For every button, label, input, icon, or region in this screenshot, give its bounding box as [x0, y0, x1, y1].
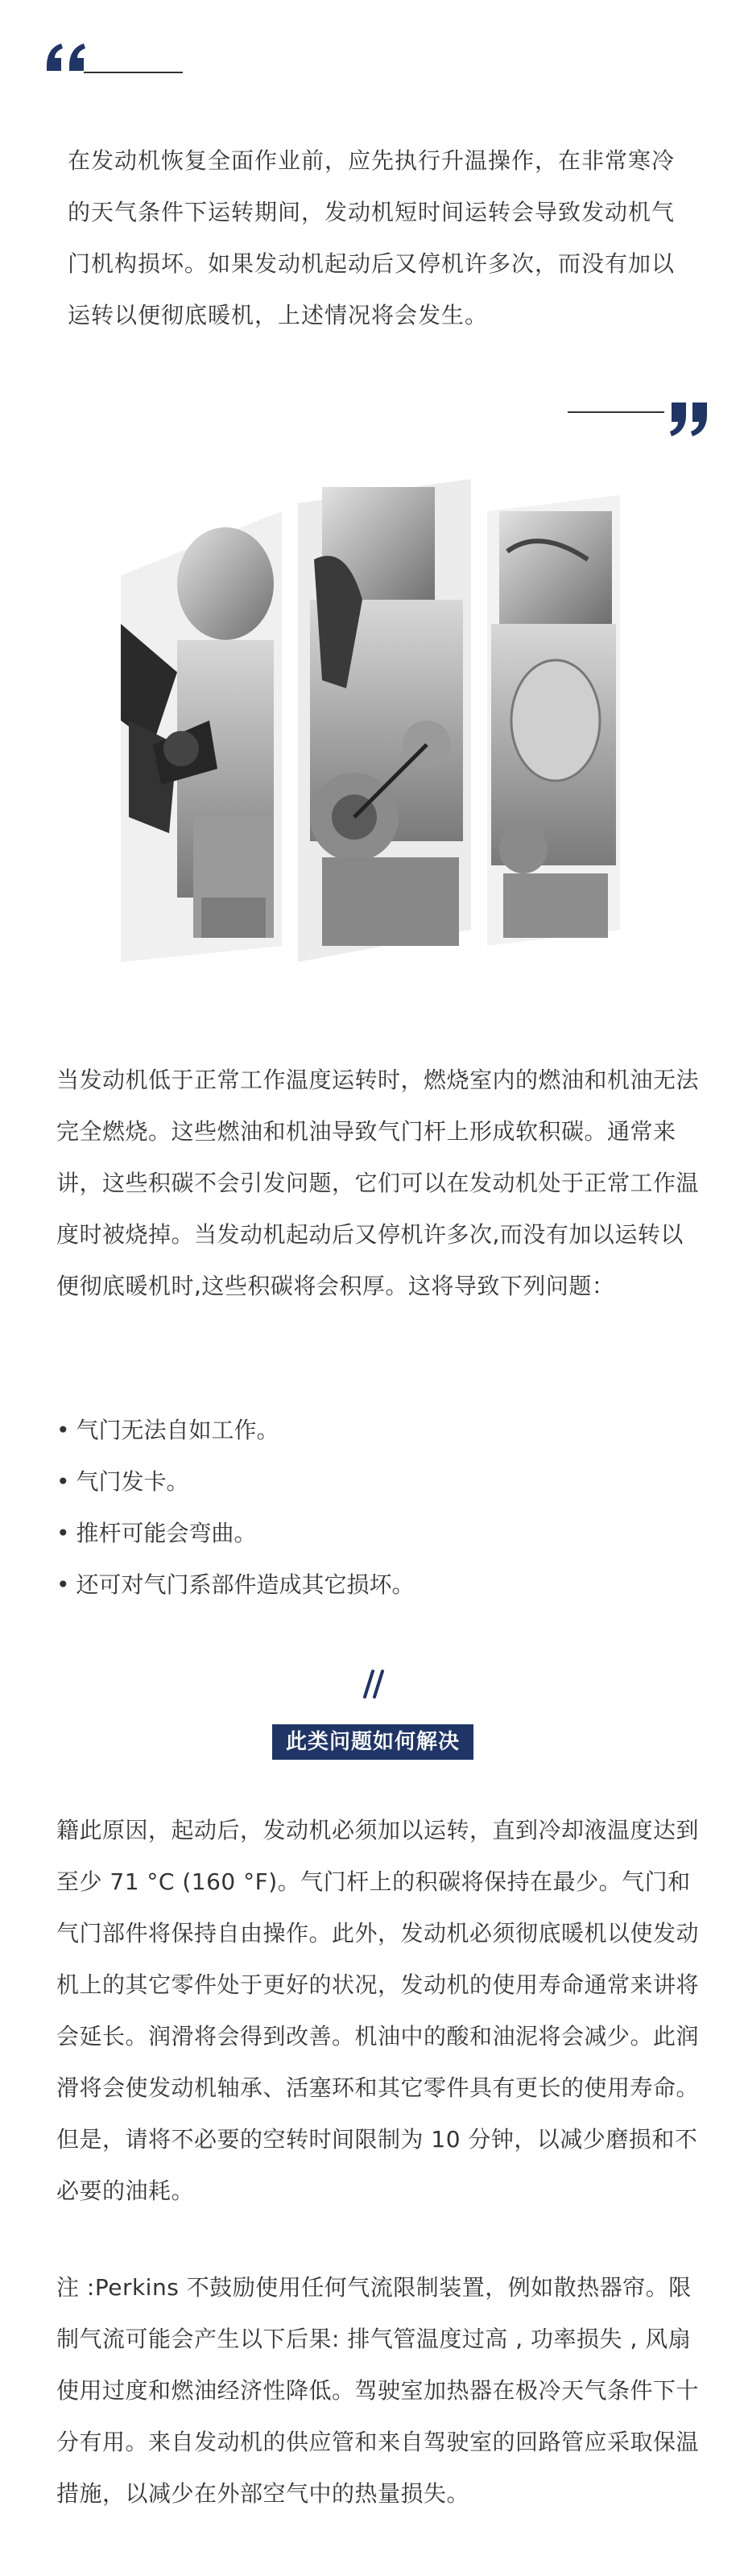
engine-panel-right — [487, 495, 620, 946]
list-item: • 推杆可能会弯曲。 — [56, 1508, 701, 1559]
quote-open-icon — [42, 35, 187, 84]
body-paragraph-2: 籍此原因，起动后，发动机必须加以运转，直到冷却液温度达到至少 71 °C (160 °F)。气门杆上的积碳将保持在最少。气门和气门部件将保持自由操作。此外，发动机必须彻底暖机以使发动机上的其它零件处于更好的状况，发动机的使用寿命通常来讲将会延长。润滑将会得到改善。机油中的酸和油泥将会减少。此润滑将会使发动机轴承、活塞环和其它零件具有更长的使用寿命。但是，请将不必要的空转时间限制为 10 分钟，以减少磨损和不必要的油耗。 — [56, 1817, 700, 2204]
body-paragraph-3: 注 :Perkins 不鼓励使用任何气流限制装置，例如散热器帘。限制气流可能会产生以下后果: 排气管温度过高 , 功率损失 , 风扇使用过度和燃油经济性降低。驾驶室加热器在极冷天气条件下十分有用。来自发动机的供应管和来自驾驶室的回路管应采取保温措施，以减少在外部空气中的热量损失。 — [56, 2274, 700, 2507]
intro-paragraph: 在发动机恢复全面作业前，应先执行升温操作，在非常寒冷的天气条件下运转期间，发动机短时间运转会导致发动机气门机构损坏。如果发动机起动后又停机许多次，而没有加以运转以便彻底暖机，上述情况将会发生。 — [68, 147, 676, 328]
engine-panel-middle — [298, 479, 471, 962]
list-item: • 气门无法自如工作。 — [56, 1405, 701, 1456]
list-item: • 还可对气门系部件造成其它损坏。 — [56, 1559, 701, 1611]
problem-list — [56, 1405, 701, 1611]
engine-illustration — [105, 479, 636, 994]
body-paragraph-1: 当发动机低于正常工作温度运转时，燃烧室内的燃油和机油无法完全燃烧。这些燃油和机油导致气门杆上形成软积碳。通常来讲，这些积碳不会引发问题，它们可以在发动机处于正常工作温度时被烧掉。当发动机起动后又停机许多次,而没有加以运转以便彻底暖机时,这些积碳将会积厚。这将导致下列问题： — [56, 1067, 700, 1299]
engine-panel-left — [121, 511, 282, 962]
list-item: • 气门发卡。 — [56, 1456, 701, 1508]
quote-close-icon — [564, 396, 709, 444]
section-heading: 此类问题如何解决 — [272, 1724, 473, 1760]
section-slash-icon — [352, 1668, 392, 1700]
